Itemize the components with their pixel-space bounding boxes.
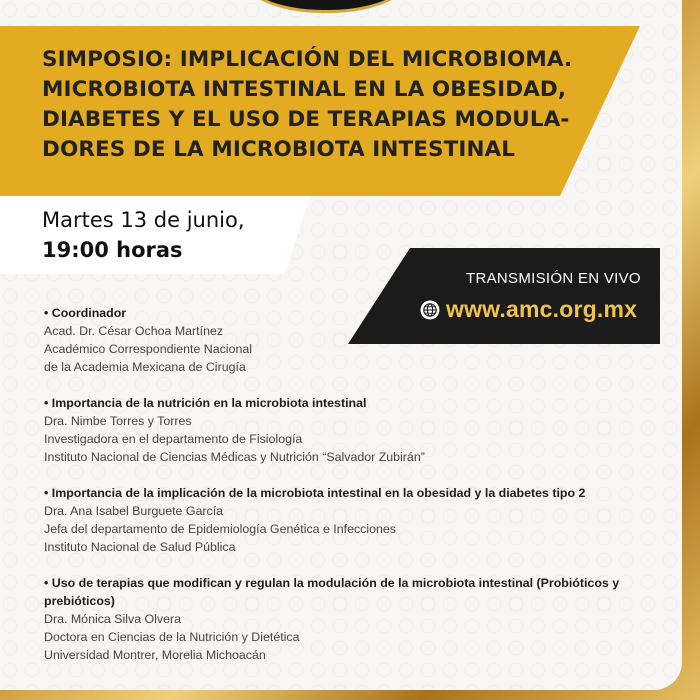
speaker-name: Dra. Nimbe Torres y Torres [44,414,192,428]
program-list [44,304,664,682]
website-link[interactable]: www.amc.org.mx [446,296,638,322]
speaker-role: Académico Correspondiente Nacional [44,342,253,356]
program-item [44,304,664,376]
program-item-title: • Importancia de la nutrición en la microbiota intestinal [44,396,367,410]
program-item-title: • Uso de terapias que modifican y regulan la modulación de la microbiota intestinal (Probióticos y prebióticos) [44,576,620,608]
speaker-institution: Instituto Nacional de Ciencias Médicas y Nutrición “Salvador Zubirán” [44,450,425,464]
event-title [42,45,622,165]
program-item-title: • Importancia de la implicación de la microbiota intestinal en la obesidad y la diabetes tipo 2 [44,486,586,500]
program-item [44,484,664,556]
title-line: SIMPOSIO: IMPLICACIÓN DEL MICROBIOMA. [42,47,573,72]
program-item [44,394,664,466]
date-day: Martes 13 de junio, [42,208,245,232]
title-line: MICROBIOTA INTESTINAL EN LA OBESIDAD, [42,77,567,102]
title-line: DORES DE LA MICROBIOTA INTESTINAL [42,137,516,162]
speaker-name: Dra. Mónica Silva Olvera [44,612,182,626]
program-item-title: • Coordinador [44,306,127,320]
speaker-name: Dra. Ana Isabel Burguete García [44,504,224,518]
speaker-role: Doctora en Ciencias de la Nutrición y Dietética [44,630,300,644]
speaker-institution: Universidad Montrer, Morelia Michoacán [44,648,266,662]
speaker-institution: de la Academia Mexicana de Cirugía [44,360,246,374]
speaker-role: Jefa del departamento de Epidemiología Genética e Infecciones [44,522,396,536]
program-item [44,574,664,664]
speaker-institution: Instituto Nacional de Salud Pública [44,540,236,554]
speaker-role: Investigadora en el departamento de Fisiología [44,432,303,446]
date-time: 19:00 horas [42,238,183,262]
event-date [42,205,245,265]
live-label: TRANSMISIÓN EN VIVO [466,270,641,287]
title-line: DIABETES Y EL USO DE TERAPIAS MODULA- [42,107,570,132]
speaker-name: Acad. Dr. César Ochoa Martínez [44,324,224,338]
